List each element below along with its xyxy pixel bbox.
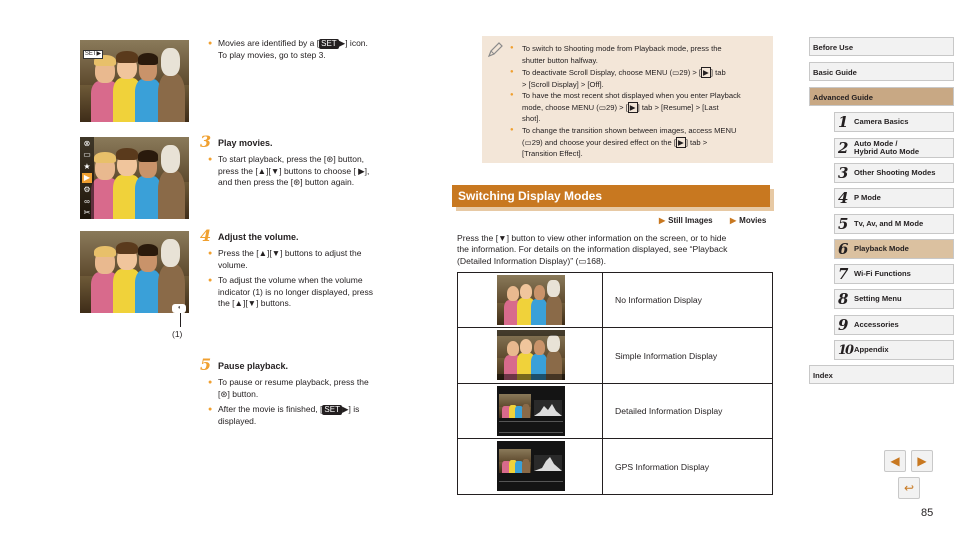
chapter-number: 9: [838, 316, 849, 334]
nav-basic-guide[interactable]: Basic Guide: [809, 62, 954, 81]
playback-tab-icon: ▶: [629, 102, 636, 112]
table-row-label: GPS Information Display: [603, 439, 773, 495]
set-icon: SET: [324, 404, 340, 414]
set-play-icon: SET▶: [84, 51, 102, 57]
nav-before-use[interactable]: Before Use: [809, 37, 954, 56]
nav-other-shooting-modes[interactable]: 3 Other Shooting Modes: [834, 163, 954, 183]
display-modes-table: [457, 272, 773, 495]
step-number-3: 3: [200, 132, 212, 151]
nav-appendix[interactable]: 10 Appendix: [834, 340, 954, 360]
osd-top-bar: [497, 330, 565, 336]
func-set-icon: ⊛: [326, 154, 334, 164]
book-icon: ▭: [524, 137, 532, 147]
next-page-button[interactable]: [911, 450, 933, 472]
return-icon: ↩: [903, 481, 915, 495]
osd-bottom-bar: [497, 374, 565, 380]
nav-p-mode[interactable]: 4 P Mode: [834, 188, 954, 208]
step-title-pause: Pause playback.: [218, 361, 289, 371]
gps-info-screen: [497, 441, 565, 491]
table-row-label: No Information Display: [603, 273, 773, 328]
callout-label: (1): [172, 329, 183, 339]
camera-icon: ▭: [83, 150, 91, 159]
histogram-icon: [534, 400, 562, 416]
book-icon: ▭: [598, 102, 606, 112]
nav-setting-menu[interactable]: 8 Setting Menu: [834, 289, 954, 309]
table-cell-image: [458, 273, 603, 328]
tip-item-3: ● To have the most recent shot displayed when you enter Playback mode, choose MENU (▭29) > [ ▶ ] tab > [Resume] > [Last shot].: [522, 90, 762, 125]
no-info-screen: [497, 275, 565, 325]
step-number-5: 5: [200, 355, 212, 374]
book-icon: ▭: [578, 255, 587, 266]
step-number-4: 4: [200, 226, 212, 245]
section-paragraph: Press the [▼] button to view other information on the screen, or to hide the information. For details on the information displayed, see “Playback (Detailed Information Display)” (▭168).: [457, 233, 728, 266]
page-number: 85: [921, 507, 934, 519]
histogram-icon: [534, 455, 562, 471]
settings-icon: ⚙: [83, 185, 91, 194]
nav-wifi-functions[interactable]: 7 Wi-Fi Functions: [834, 264, 954, 284]
osd-rows: [499, 421, 563, 433]
step4-bullet-2: ● To adjust the volume when the volume indicator (1) is no longer displayed, press the [▲][▼] buttons.: [208, 275, 408, 310]
tip-item-4: ● To change the transition shown between images, access MENU (▭29) and choose your desired effect on the [ ▶ ] tab > [Transition Effect].: [522, 125, 762, 160]
func-set-icon: ⊛: [293, 177, 301, 187]
step-title-volume: Adjust the volume.: [218, 232, 299, 242]
movie-thumbnail-photo: [80, 40, 189, 122]
simple-info-screen: [497, 330, 565, 380]
nav-camera-basics[interactable]: 1 Camera Basics: [834, 112, 954, 132]
gps-osd-row: [499, 481, 563, 486]
exit-icon: ⊗: [83, 139, 91, 148]
playback-control-strip: [80, 137, 94, 219]
section-heading: Switching Display Modes: [452, 185, 770, 207]
prev-page-button[interactable]: [884, 450, 906, 472]
step5-bullet-2: ● After the movie is finished, [ SET ▶] is displayed.: [208, 404, 408, 427]
tip-item-2: ● To deactivate Scroll Display, choose MENU (▭29) > [ ▶ ] tab > [Scroll Display] > [Off].: [522, 67, 762, 90]
chapter-number: 7: [838, 265, 849, 283]
detailed-info-screen: [497, 386, 565, 436]
intro-bullet: ● Movies are identified by a [ SET ▶] icon. To play movies, go to step 3.: [208, 38, 398, 61]
binoculars-icon: ∞: [84, 197, 90, 206]
table-cell-image: [458, 328, 603, 384]
volume-photo: [80, 231, 189, 313]
nav-accessories[interactable]: 9 Accessories: [834, 315, 954, 335]
nav-playback-mode[interactable]: 6 Playback Mode: [834, 239, 954, 259]
chapter-number: 2: [838, 139, 849, 157]
chapter-number: 1: [838, 113, 849, 131]
table-row-label: Simple Information Display: [603, 328, 773, 384]
playback-menu-photo: [80, 137, 189, 219]
pencil-icon: [486, 41, 504, 59]
step3-bullet: ● To start playback, press the [⊛] button, press the [▲][▼] buttons to choose [ ▶], and then press the [⊛] button again.: [208, 154, 408, 189]
book-icon: ▭: [672, 68, 680, 77]
mode-tag-movies: ▶ Movies: [730, 216, 766, 225]
chapter-number: 8: [838, 290, 849, 308]
chapter-number: 3: [838, 164, 849, 182]
play-icon: ▶: [83, 173, 91, 182]
chapter-number: 4: [838, 189, 849, 207]
step-title-play: Play movies.: [218, 138, 273, 148]
nav-advanced-guide[interactable]: Advanced Guide: [809, 87, 954, 106]
step5-bullet-1: ● To pause or resume playback, press the [⊛] button.: [208, 377, 408, 400]
table-cell-image: [458, 384, 603, 439]
chapter-number: 10: [838, 343, 853, 358]
step4-bullet-1: ● Press the [▲][▼] buttons to adjust the volume.: [208, 248, 408, 271]
tip-item-1: ● To switch to Shooting mode from Playback mode, press the shutter button halfway.: [522, 43, 762, 66]
chapter-number: 5: [838, 215, 849, 233]
playback-tab-icon: ▶: [677, 137, 684, 147]
table-cell-image: [458, 439, 603, 495]
mode-tag-still-images: ▶ Still Images: [659, 216, 713, 225]
playback-tab-icon: ▶: [703, 68, 709, 77]
nav-tv-av-m-mode[interactable]: 5 Tv, Av, and M Mode: [834, 214, 954, 234]
arrow-right-icon: ▶: [917, 454, 927, 468]
chapter-number: 6: [838, 240, 849, 258]
callout-line: [180, 313, 181, 327]
set-icon: SET: [321, 38, 337, 48]
arrow-left-icon: ◀: [890, 454, 900, 468]
star-icon: ★: [83, 162, 91, 171]
scissors-icon: ✂: [83, 208, 91, 217]
volume-indicator-icon: ◖: [172, 304, 186, 313]
nav-index[interactable]: Index: [809, 365, 954, 384]
detailed-info-thumb: [499, 394, 531, 418]
nav-auto-mode[interactable]: 2 Auto Mode / Hybrid Auto Mode: [834, 138, 954, 158]
gps-info-thumb: [499, 449, 531, 473]
table-row-label: Detailed Information Display: [603, 384, 773, 439]
return-button[interactable]: [898, 477, 920, 499]
func-set-icon: ⊛: [220, 388, 228, 399]
